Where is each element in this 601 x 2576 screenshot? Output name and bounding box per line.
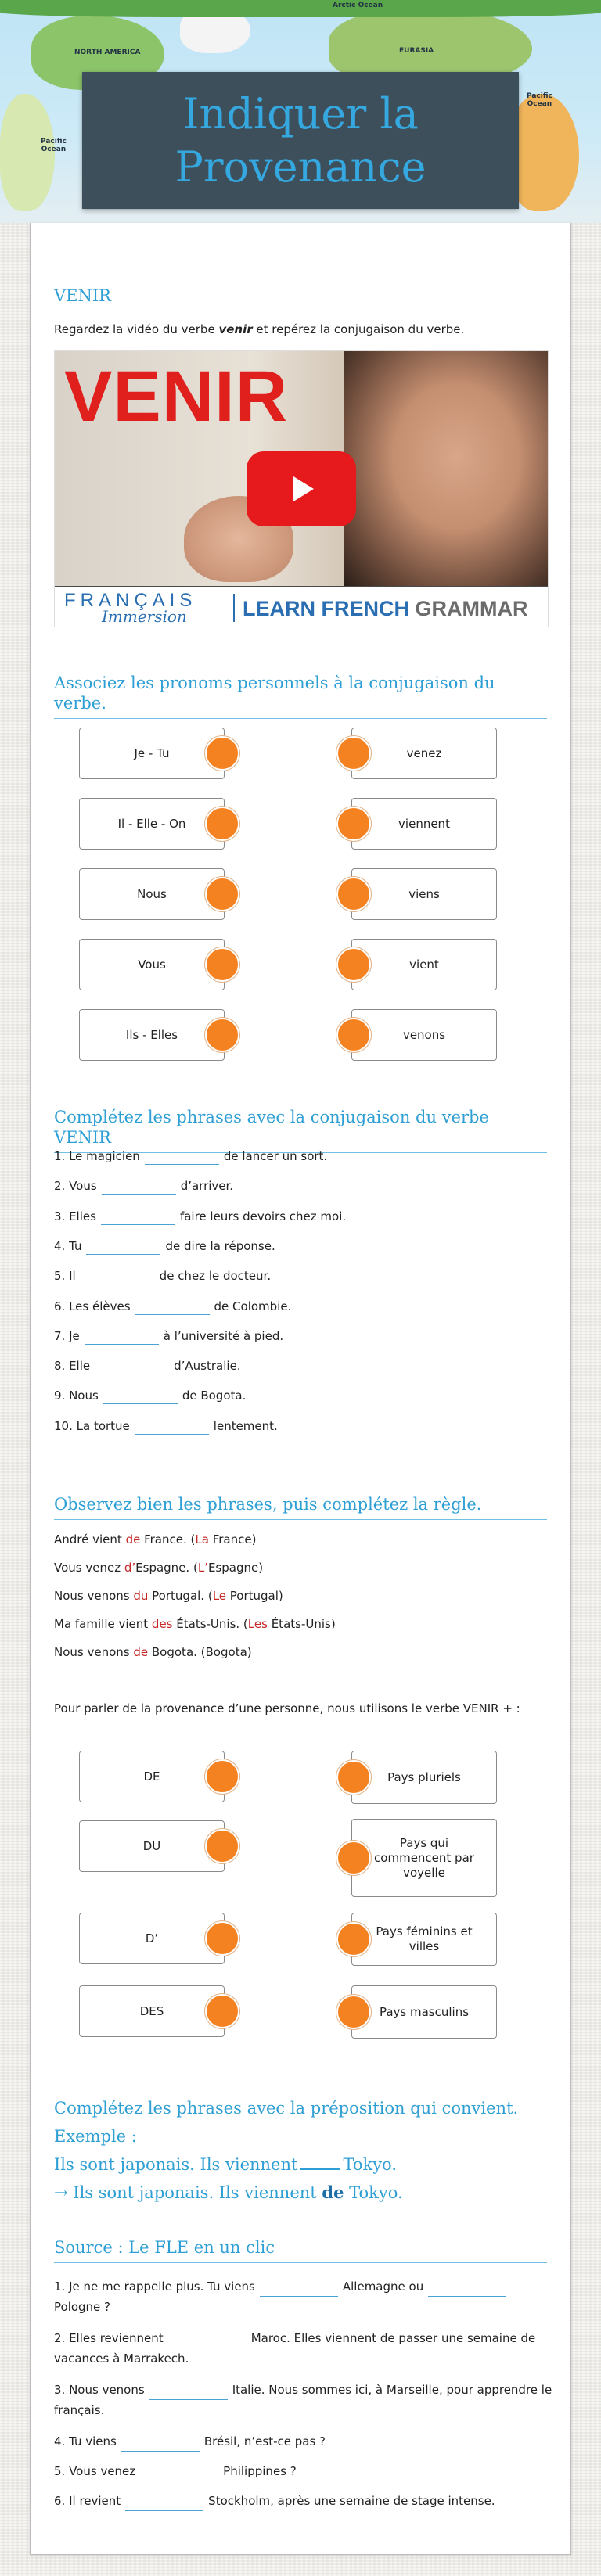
- preposition-highlight: d’: [124, 1561, 136, 1575]
- article-highlight: La: [195, 1532, 209, 1547]
- match-dot[interactable]: [205, 807, 239, 841]
- match-dot[interactable]: [336, 1995, 371, 2029]
- sentence-part: Portugal. (: [148, 1589, 213, 1603]
- pronoun-card[interactable]: [79, 939, 225, 990]
- conjugation-card[interactable]: [351, 868, 497, 920]
- example-sentence: [54, 1531, 555, 1548]
- line-prefix: 7. Je: [54, 1328, 80, 1343]
- exercise-line: [54, 2461, 555, 2481]
- exercise-line: [54, 1417, 555, 1435]
- brand-immersion: Immersion: [102, 607, 187, 626]
- map-label-pacific-ocean-left: Pacific Ocean: [41, 138, 67, 153]
- match-dot[interactable]: [336, 807, 371, 841]
- line-middle: Maroc. Elles viennent de passer une semaine de vacances à Marrakech.: [54, 2331, 536, 2366]
- map-label-arctic-ocean: Arctic Ocean: [333, 2, 383, 9]
- country-type-label: Pays féminins et villes: [376, 1924, 473, 1953]
- exercise-line: [54, 2328, 555, 2369]
- conjugation-label: venons: [402, 1027, 446, 1042]
- example-blank: [300, 2151, 340, 2170]
- line-suffix: lentement.: [213, 1418, 278, 1433]
- section-title-complete-venir: Complétez les phrases avec la conjugaison du verbe VENIR: [54, 1107, 547, 1153]
- sentence-part: États-Unis. (: [172, 1617, 248, 1631]
- line-suffix: à l’université à pied.: [163, 1328, 284, 1343]
- sentence-part: Bogota. (Bogota): [148, 1645, 252, 1659]
- match-dot[interactable]: [205, 1994, 239, 2028]
- answer-blank[interactable]: [85, 1330, 159, 1345]
- pronoun-card[interactable]: [79, 1009, 225, 1061]
- answer-blank[interactable]: [103, 1389, 178, 1404]
- line-prefix: 6. Les élèves: [54, 1299, 131, 1313]
- answer-blank[interactable]: [428, 2282, 506, 2297]
- line-prefix: 9. Nous: [54, 1389, 99, 1403]
- line-prefix: 4. Tu viens: [54, 2434, 117, 2448]
- section-title-rule: Observez bien les phrases, puis complétez la règle.: [54, 1494, 547, 1520]
- venir-instruction: Regardez la vidéo du verbe venir et repérez la conjugaison du verbe.: [54, 322, 465, 336]
- sentence-part: Espagne. (: [135, 1561, 198, 1575]
- sentence-part: Nous venons: [54, 1645, 134, 1659]
- sentence-part: France): [208, 1532, 257, 1547]
- preposition-label: DES: [139, 2003, 164, 2018]
- country-type-card[interactable]: [351, 1985, 497, 2039]
- answer-blank[interactable]: [145, 1150, 219, 1165]
- line-middle: Italie. Nous sommes ici, à Marseille, pour apprendre le français.: [54, 2383, 552, 2417]
- brand-francais: FRANÇAIS: [64, 590, 197, 611]
- map-label-eurasia: EURASIA: [399, 47, 434, 55]
- exercise-line: [54, 2380, 555, 2420]
- preposition-highlight: du: [133, 1589, 149, 1603]
- pronoun-card[interactable]: [79, 728, 225, 779]
- line-suffix: de lancer un sort.: [223, 1149, 328, 1163]
- country-type-label: Pays masculins: [379, 2004, 470, 2019]
- answer-blank[interactable]: [168, 2333, 247, 2348]
- example-sentence: [54, 1644, 555, 1661]
- pronoun-label: Je - Tu: [134, 745, 170, 760]
- exercise-line: [54, 1387, 555, 1404]
- sentence-part: États-Unis): [267, 1617, 336, 1631]
- answer-blank[interactable]: [81, 1270, 155, 1284]
- article-highlight: Les: [247, 1617, 268, 1631]
- exercise-line: [54, 1148, 555, 1165]
- sentence-part: Espagne): [207, 1561, 264, 1575]
- conjugation-label: viens: [408, 886, 440, 901]
- preposition-highlight: de: [125, 1532, 141, 1547]
- sentence-part: Vous venez: [54, 1561, 124, 1575]
- line-suffix: d’arriver.: [180, 1179, 234, 1194]
- section-title-source: Source : Le FLE en un clic: [54, 2237, 547, 2263]
- answer-blank[interactable]: [149, 2385, 228, 2400]
- preposition-highlight: des: [151, 1617, 173, 1631]
- exercise-line: [54, 1208, 555, 1225]
- map-tree-band: [0, 0, 601, 17]
- sentence-part: André vient: [54, 1532, 126, 1547]
- conjugation-card[interactable]: [351, 1009, 497, 1061]
- preposition-card[interactable]: [79, 1985, 225, 2037]
- line-prefix: 5. Il: [54, 1269, 76, 1284]
- line-prefix: 1. Le magicien: [54, 1149, 140, 1163]
- example-answer: → Ils sont japonais. Ils viennent de Tokyo.: [54, 2183, 403, 2202]
- line-middle: Philippines ?: [223, 2464, 297, 2478]
- match-dot[interactable]: [336, 1018, 371, 1052]
- map-label-north-america: NORTH AMERICA: [74, 49, 141, 56]
- answer-blank[interactable]: [135, 1300, 210, 1315]
- example-sentence: [54, 1587, 555, 1604]
- world-map-banner: [0, 0, 601, 223]
- line-suffix: faire leurs devoirs chez moi.: [179, 1209, 347, 1223]
- example-sentence: [54, 1615, 555, 1633]
- line-prefix: 2. Vous: [54, 1179, 97, 1194]
- answer-blank[interactable]: [102, 1180, 176, 1195]
- country-type-card[interactable]: [351, 1913, 497, 1966]
- country-type-card[interactable]: [351, 1819, 497, 1897]
- video-thumbnail-title: VENIR: [64, 357, 289, 437]
- conjugation-card[interactable]: [351, 728, 497, 779]
- country-type-label: Pays qui commencent par voyelle: [374, 1835, 474, 1880]
- match-dot[interactable]: [205, 1018, 239, 1052]
- exercise-line: [54, 2276, 555, 2317]
- video-player[interactable]: [54, 350, 549, 627]
- match-dot[interactable]: [205, 1921, 239, 1956]
- answer-blank[interactable]: [86, 1240, 160, 1255]
- match-dot[interactable]: [336, 1922, 371, 1956]
- line-prefix: 3. Elles: [54, 1209, 96, 1223]
- preposition-card[interactable]: [79, 1820, 225, 1872]
- preposition-highlight: de: [133, 1645, 149, 1659]
- country-type-label: Pays pluriels: [387, 1769, 461, 1784]
- pronoun-label: Nous: [137, 886, 167, 901]
- exercise-line: [54, 2491, 555, 2511]
- exercise-line: [54, 1238, 555, 1255]
- pronoun-label: Il - Elle - On: [117, 816, 186, 831]
- conjugation-label: vient: [409, 957, 439, 972]
- match-dot[interactable]: [205, 736, 239, 771]
- preposition-card[interactable]: [79, 1913, 225, 1964]
- conjugation-label: venez: [406, 745, 442, 760]
- play-icon: [284, 472, 318, 506]
- preposition-label: DE: [143, 1769, 160, 1784]
- match-dot[interactable]: [205, 947, 239, 982]
- match-dot[interactable]: [205, 1759, 239, 1794]
- conjugation-card[interactable]: [351, 798, 497, 850]
- preposition-label: DU: [142, 1838, 161, 1853]
- play-button[interactable]: [247, 451, 356, 526]
- line-prefix: 2. Elles reviennent: [54, 2331, 164, 2345]
- conjugation-label: viennent: [398, 816, 450, 831]
- answer-blank[interactable]: [125, 2496, 203, 2511]
- example-sentence: [54, 1559, 555, 1576]
- brand-tagline: LEARN FRENCH GRAMMAR: [243, 597, 528, 620]
- pronoun-card[interactable]: [79, 868, 225, 920]
- sentence-part: Portugal): [226, 1589, 283, 1603]
- line-prefix: 8. Elle: [54, 1359, 91, 1374]
- pronoun-card[interactable]: [79, 798, 225, 850]
- map-continent: [509, 94, 579, 211]
- brand-divider: [233, 594, 235, 622]
- line-prefix: 10. La tortue: [54, 1418, 130, 1433]
- conjugation-card[interactable]: [351, 939, 497, 990]
- line-prefix: 3. Nous venons: [54, 2383, 145, 2397]
- line-suffix: de chez le docteur.: [159, 1269, 272, 1284]
- video-brand-bar: [55, 586, 548, 627]
- match-dot[interactable]: [336, 1841, 371, 1875]
- worksheet-card: [30, 223, 571, 2555]
- example-label: Exemple :: [54, 2127, 137, 2146]
- match-dot[interactable]: [336, 1760, 371, 1795]
- match-dot[interactable]: [336, 736, 371, 771]
- section-title-match-pronouns: Associez les pronoms personnels à la conjugaison du verbe.: [54, 673, 547, 719]
- example-question: Ils sont japonais. Ils viennent Tokyo.: [54, 2150, 555, 2179]
- answer-blank[interactable]: [121, 2437, 200, 2452]
- line-suffix: de Colombie.: [214, 1299, 292, 1313]
- match-dot[interactable]: [336, 947, 371, 982]
- line-middle: Allemagne ou: [342, 2280, 424, 2294]
- sentence-part: France. (: [140, 1532, 196, 1547]
- line-prefix: 6. Il revient: [54, 2494, 121, 2508]
- sentence-part: Nous venons: [54, 1589, 134, 1603]
- answer-blank[interactable]: [260, 2282, 338, 2297]
- exercise-line: [54, 1177, 555, 1195]
- title-box: [82, 72, 519, 209]
- section-title-venir: VENIR: [54, 286, 547, 311]
- line-prefix: 4. Tu: [54, 1238, 82, 1253]
- exercise-line: [54, 1357, 555, 1374]
- pronoun-label: Ils - Elles: [125, 1027, 178, 1042]
- answer-blank[interactable]: [95, 1360, 169, 1374]
- rule-statement: Pour parler de la provenance d’une personne, nous utilisons le verbe VENIR + :: [54, 1701, 520, 1716]
- line-prefix: 5. Vous venez: [54, 2464, 136, 2478]
- exercise-line: [54, 2431, 555, 2452]
- map-label-pacific-ocean-right: Pacific Ocean: [527, 92, 552, 108]
- exercise-line: [54, 1298, 555, 1315]
- exercise-line: [54, 1267, 555, 1284]
- sentence-part: Ma famille vient: [54, 1617, 152, 1631]
- country-type-card[interactable]: [351, 1751, 497, 1804]
- article-highlight: Le: [212, 1589, 227, 1603]
- answer-blank[interactable]: [140, 2466, 218, 2481]
- preposition-label: D’: [145, 1931, 159, 1945]
- line-suffix: d’Australie.: [174, 1359, 241, 1374]
- line-suffix: de dire la réponse.: [165, 1238, 275, 1253]
- match-dot[interactable]: [205, 877, 239, 911]
- match-dot[interactable]: [336, 877, 371, 911]
- exercise-line: [54, 1328, 555, 1345]
- article-highlight: L’: [197, 1561, 208, 1575]
- video-face: [344, 351, 548, 586]
- answer-blank[interactable]: [101, 1210, 175, 1225]
- preposition-card[interactable]: [79, 1751, 225, 1802]
- line-prefix: 1. Je ne me rappelle plus. Tu viens: [54, 2280, 255, 2294]
- line-middle: Stockholm, après une semaine de stage intense.: [208, 2494, 495, 2508]
- line-suffix: de Bogota.: [182, 1389, 247, 1403]
- section-title-preposition: Complétez les phrases avec la préposition qui convient.: [54, 2099, 519, 2118]
- page-title: Indiquer la Provenance: [175, 88, 426, 192]
- match-dot[interactable]: [205, 1829, 239, 1863]
- line-suffix: Pologne ?: [54, 2300, 111, 2314]
- pronoun-label: Vous: [138, 957, 166, 972]
- answer-blank[interactable]: [135, 1420, 209, 1435]
- line-middle: Brésil, n’est-ce pas ?: [203, 2434, 326, 2448]
